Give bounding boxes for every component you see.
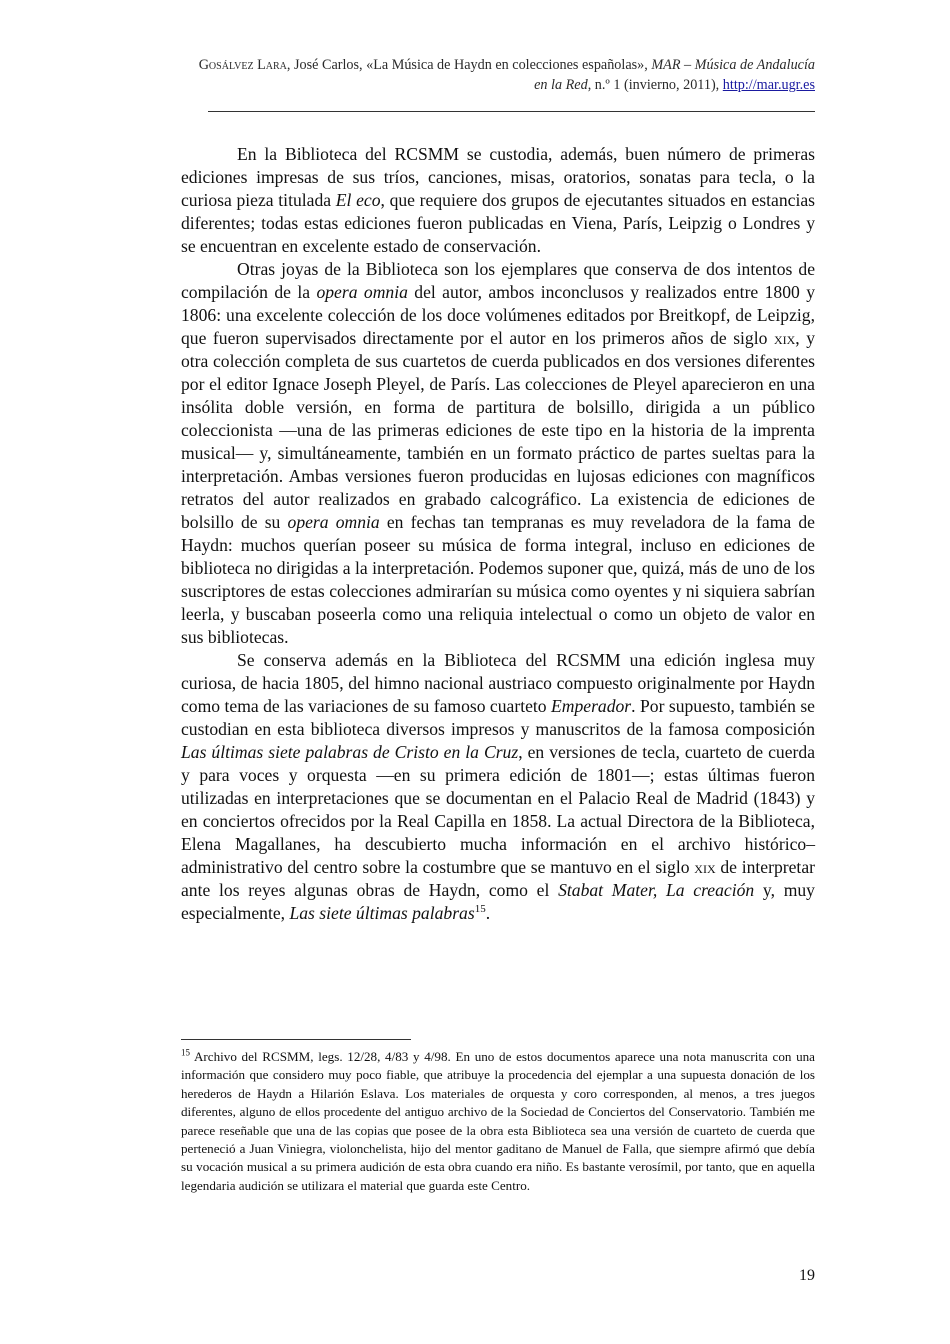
paragraph-1 xyxy=(181,143,815,258)
footnote-number: 15 xyxy=(181,1047,190,1058)
p2-century: xix xyxy=(773,328,796,348)
footnote-paragraph xyxy=(181,1048,815,1195)
page-number: 19 xyxy=(799,1267,815,1284)
p3-italic-emperador: Emperador xyxy=(551,696,632,716)
p3-century: xix xyxy=(694,857,716,877)
running-header xyxy=(182,55,815,95)
header-issue: , n.º 1 (invierno, 2011), xyxy=(587,77,723,93)
header-divider xyxy=(208,111,815,112)
p3-italic-stabat-mater: Stabat Mater, La creación xyxy=(558,880,755,900)
header-author-title: , José Carlos, «La Música de Haydn en colecciones españolas», xyxy=(286,57,652,73)
p1-italic-title: El eco xyxy=(335,190,381,210)
p3-text-d: de interpretar ante los reyes algunas obras de Haydn, como el xyxy=(181,857,815,900)
p3-text-e: y, muy especialmente, xyxy=(181,880,815,923)
footnote-divider xyxy=(181,1039,411,1040)
header-journal-name: MAR – Música de Andalucía en la Red xyxy=(534,57,815,93)
header-journal-link[interactable]: http://mar.ugr.es xyxy=(722,77,815,93)
p2-text-b: del autor, ambos inconclusos y realizados entre 1800 y 1806: una excelente colección de los doce volúmenes editados por Breitkopf, de Leipzig, que fueron supervisados directamente por el autor en los primeros años de siglo xyxy=(181,282,816,348)
p2-italic-opera-omnia-2: opera omnia xyxy=(287,512,380,532)
p3-text-c: , en versiones de tecla, cuarteto de cuerda y para voces y orquesta —en su primera edición de 1801—; estas últimas fueron utilizadas en interpretaciones que se documentan en el Palacio Real de Madrid (1843) y en conciertos ofrecidos por la Real Capilla en 1858. La actual Directora de la Biblioteca, Elena Magallanes, ha descubierto mucha información en el archivo histórico–administrativo del centro sobre la costumbre que se mantuvo en el siglo xyxy=(181,742,815,877)
p1-text-a: En la Biblioteca del RCSMM se custodia, además, buen número de primeras ediciones impresas de sus tríos, canciones, misas, oratorios, sonatas para tecla, o la curiosa pieza titulada xyxy=(181,144,815,210)
p3-text-a: Se conserva además en la Biblioteca del RCSMM una edición inglesa muy curiosa, de hacia 1805, del himno nacional austriaco compuesto originalmente por Haydn como tema de las variaciones de su famoso cuarteto xyxy=(181,650,815,716)
p3-text-f: . xyxy=(485,903,491,923)
main-text xyxy=(181,143,815,925)
header-author-surname: Gosálvez Lara xyxy=(198,57,287,73)
p2-italic-opera-omnia: opera omnia xyxy=(316,282,408,302)
footnote-15 xyxy=(181,1048,815,1195)
p2-text-a: Otras joyas de la Biblioteca son los ejemplares que conserva de dos intentos de compilación de la xyxy=(181,259,815,302)
footnote-text: Archivo del RCSMM, legs. 12/28, 4/83 y 4/98. En uno de estos documentos aparece una nota manuscrita con una información que considero muy poco fiable, que atribuye la procedencia del ejemplar a una supuesta donación de los herederos de Haydn a Hilarión Eslava. Los materiales de orquesta y coro corresponden, al menos, a tres juegos diferentes, alguno de ellos procedente del antiguo archivo de la Sociedad de Conciertos del Conservatorio. También me parece reseñable que una de las copias que posee de la obra esta Biblioteca sea una versión de cuarteto de cuerda que perteneció a Juan Viniegra, violonchelista, hijo del mentor gaditano de Manuel de Falla, que siempre afirmó que debía su vocación musical a su primera audición de esta obra cuando era niño. Es bastante verosímil, por tanto, que en aquella legendaria audición se utilizara el material que guarda este Centro. xyxy=(181,1049,815,1193)
p3-italic-ultimas-palabras: Las últimas siete palabras de Cristo en la Cruz xyxy=(181,742,519,762)
paragraph-3 xyxy=(181,649,815,925)
p2-text-c: , y otra colección completa de sus cuartetos de cuerda publicados en dos versiones diferentes por el editor Ignace Joseph Pleyel, de París. Las colecciones de Pleyel aparecieron en una insólita doble versión, en forma de partitura de bolsillo, dirigida a un público coleccionista —una de las primeras ediciones de este tipo en la historia de la imprenta musical— y, simultáneamente, también en un formato práctico de partes sueltas para la interpretación. Ambas versiones fueron producidas en lujosas ediciones con magníficos retratos del autor realizados en grabado calcográfico. La existencia de ediciones de bolsillo de su xyxy=(181,328,816,532)
p3-text-b: . Por supuesto, también se custodian en esta biblioteca diversos impresos y manuscritos de la famosa composición xyxy=(181,696,815,739)
paragraph-2 xyxy=(181,258,815,649)
p2-text-d: en fechas tan tempranas es muy reveladora de la fama de Haydn: muchos querían poseer su música de forma integral, incluso en ediciones de biblioteca no dirigidas a la interpretación. Podemos suponer que, quizá, más de uno de los suscriptores de estas colecciones admirarían su música como oyentes y ni siquiera sabrían leerla, y buscaban poseerla como una reliquia intelectual o como un objeto de valor en sus bibliotecas. xyxy=(181,512,815,647)
p1-text-b: , que requiere dos grupos de ejecutantes situados en estancias diferentes; todas estas ediciones fueron publicadas en Viena, París, Leipzig o Londres y se encuentran en excelente estado de conservación. xyxy=(181,190,815,256)
footnote-reference-15[interactable]: 15 xyxy=(474,903,486,916)
p3-italic-siete-palabras: Las siete últimas palabras xyxy=(289,903,475,923)
